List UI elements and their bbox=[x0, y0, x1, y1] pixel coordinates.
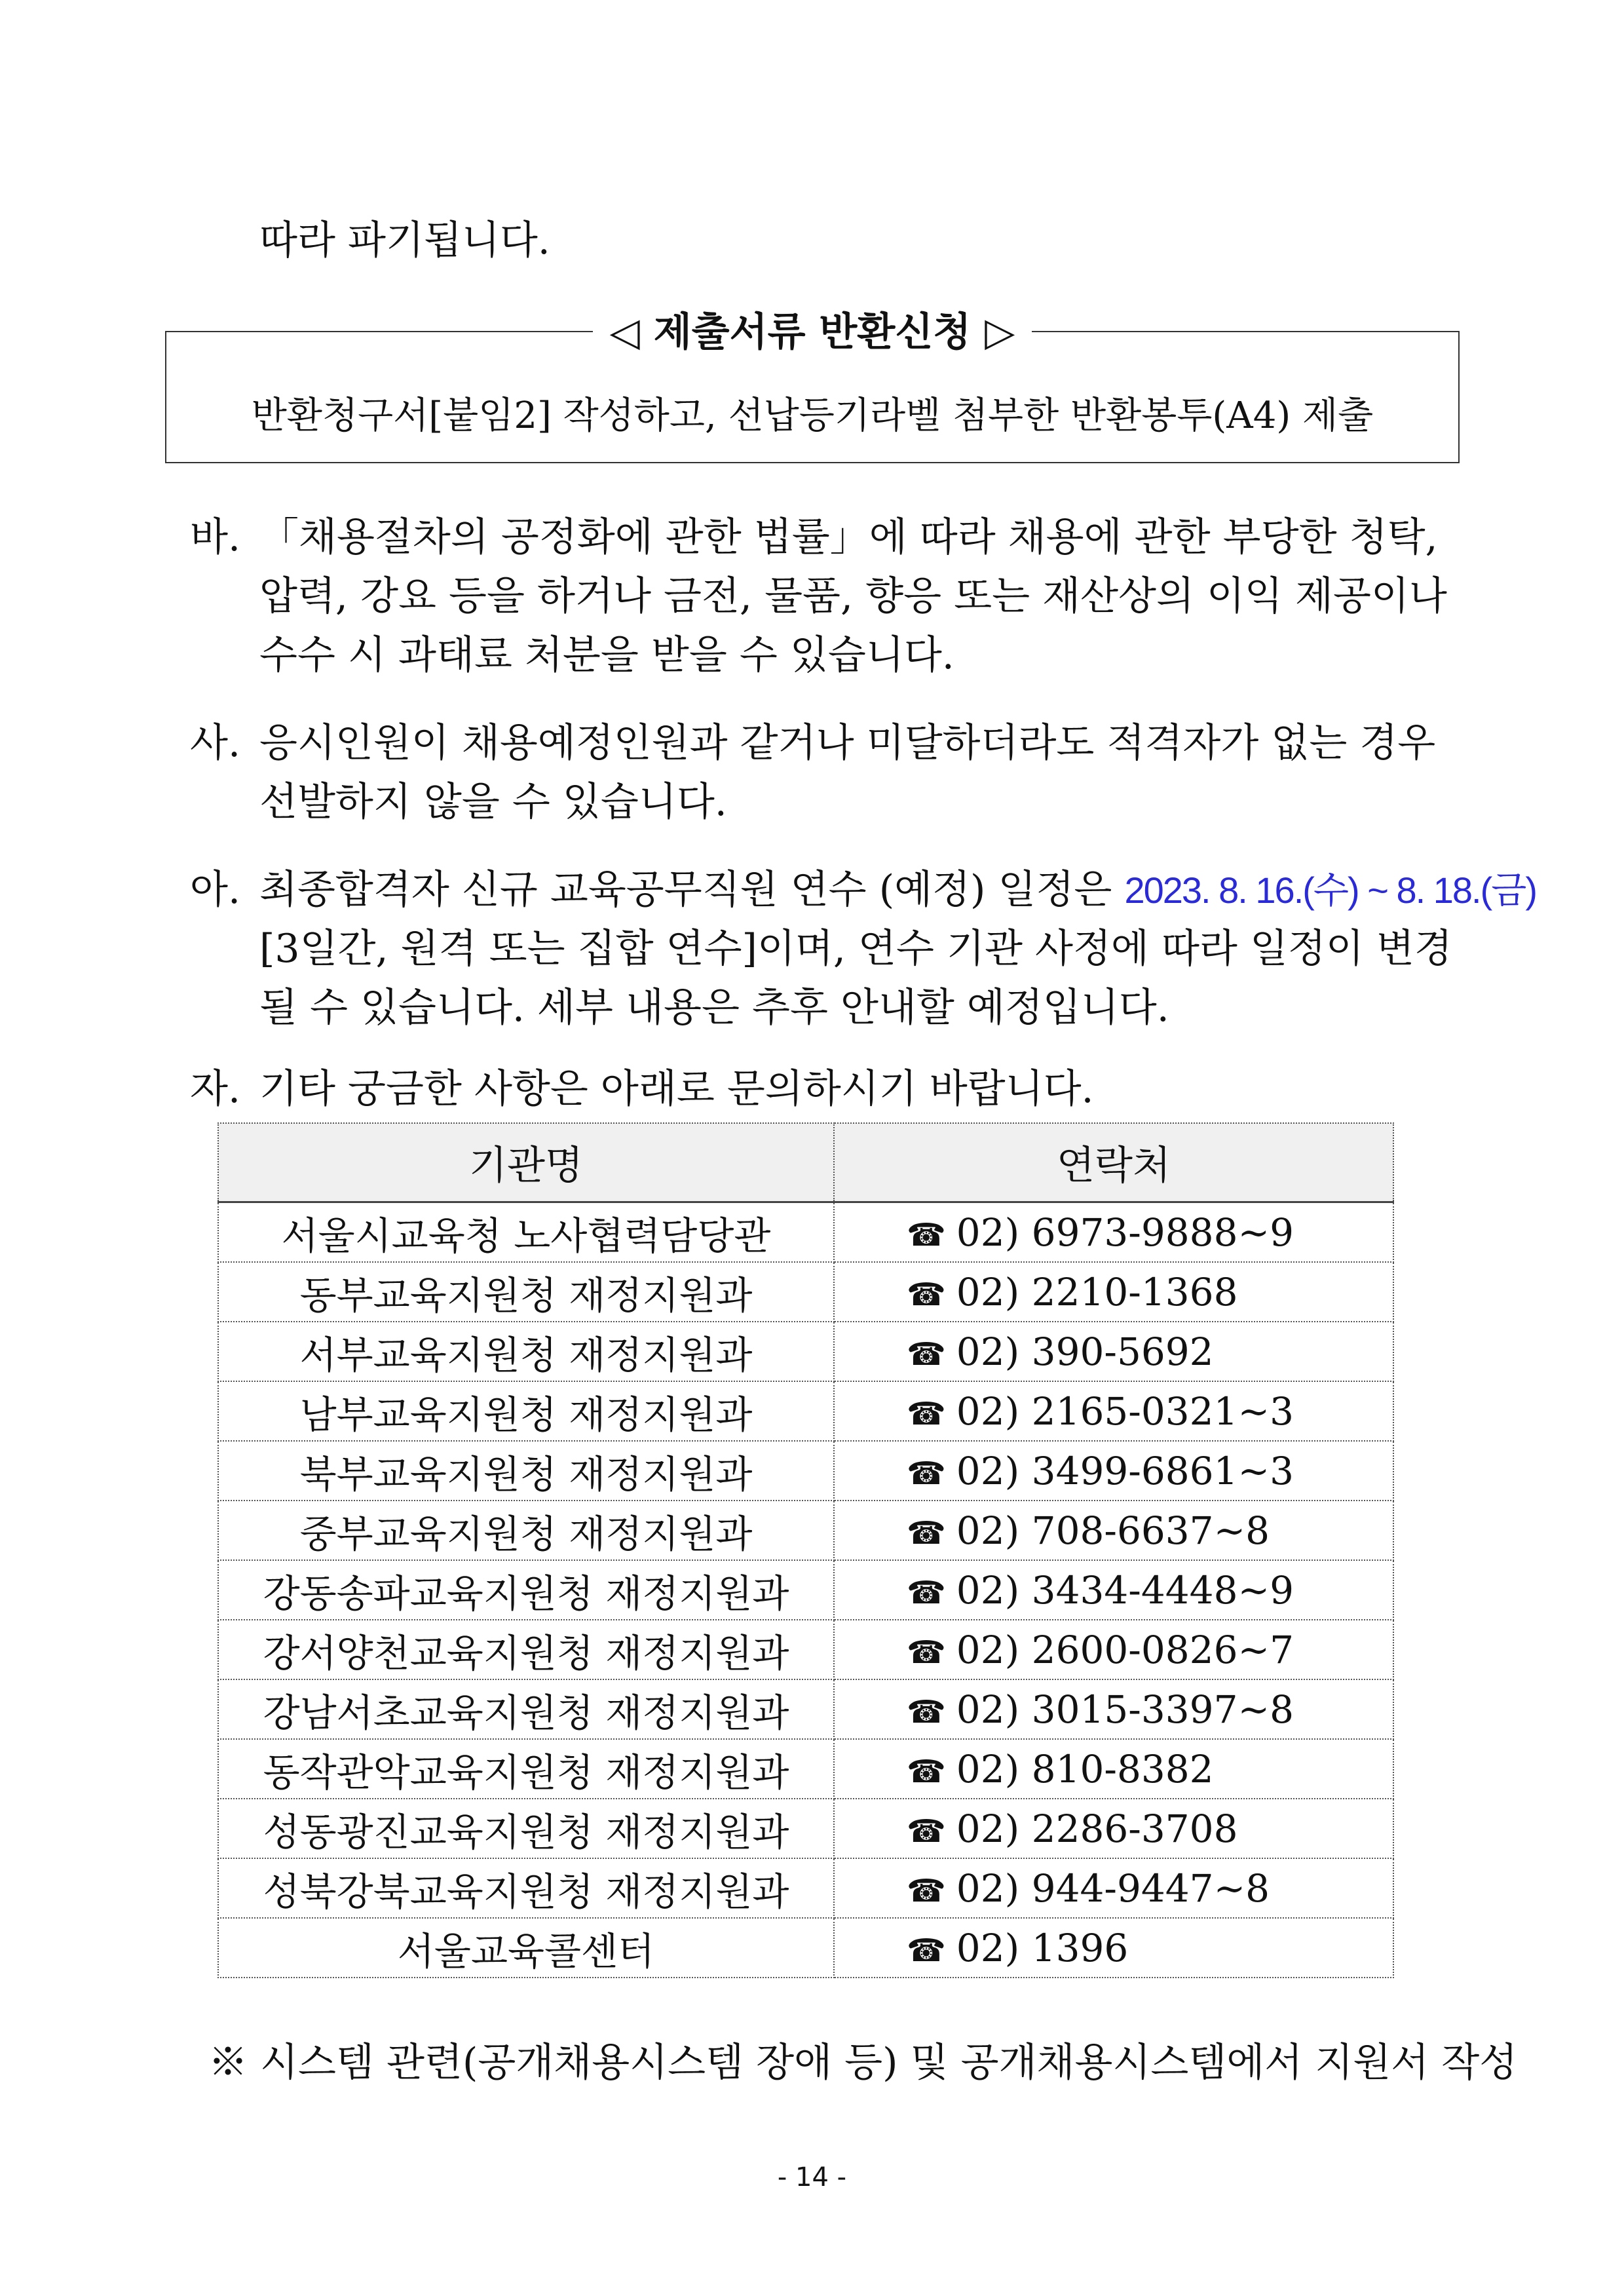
header-org: 기관명 bbox=[218, 1123, 834, 1202]
item-marker-a: 아. bbox=[190, 867, 241, 913]
return-box-body: 반환청구서[붙임2] 작성하고, 선납등기라벨 첨부한 반환봉투(A4) 제출 bbox=[251, 394, 1374, 437]
footnote: ※ 시스템 관련(공개채용시스템 장애 등) 및 공개채용시스템에서 지원서 작성 bbox=[208, 2040, 1518, 2086]
phone-icon: ☎ bbox=[907, 1455, 946, 1492]
phone-icon: ☎ bbox=[907, 1395, 946, 1432]
table-row bbox=[218, 1799, 1393, 1858]
table-row bbox=[218, 1381, 1393, 1441]
phone-number: 02) 390-5692 bbox=[956, 1329, 1214, 1374]
paragraph-tail: 따라 파기됩니다. bbox=[259, 218, 550, 263]
item-ba-line2: 압력, 강요 등을 하거나 금전, 물품, 향응 또는 재산상의 이익 제공이나 bbox=[259, 573, 1447, 619]
org-name-cell: 서울교육콜센터 bbox=[218, 1918, 834, 1978]
org-name-cell: 성북강북교육지원청 재정지원과 bbox=[218, 1858, 834, 1918]
item-ba-line3: 수수 시 과태료 처분을 받을 수 있습니다. bbox=[259, 632, 954, 678]
item-marker-ja: 자. bbox=[190, 1066, 241, 1112]
phone-icon: ☎ bbox=[907, 1276, 946, 1313]
phone-cell bbox=[834, 1620, 1393, 1679]
phone-cell bbox=[834, 1918, 1393, 1978]
table-row bbox=[218, 1441, 1393, 1501]
return-request-box bbox=[165, 309, 1460, 463]
table-row bbox=[218, 1679, 1393, 1739]
phone-cell bbox=[834, 1858, 1393, 1918]
phone-icon: ☎ bbox=[907, 1514, 946, 1552]
phone-cell bbox=[834, 1679, 1393, 1739]
phone-cell bbox=[834, 1501, 1393, 1560]
phone-cell bbox=[834, 1322, 1393, 1381]
table-row bbox=[218, 1918, 1393, 1978]
phone-cell bbox=[834, 1441, 1393, 1501]
org-name-cell: 중부교육지원청 재정지원과 bbox=[218, 1501, 834, 1560]
phone-cell bbox=[834, 1739, 1393, 1799]
table-row bbox=[218, 1501, 1393, 1560]
table-row bbox=[218, 1560, 1393, 1620]
org-name-cell: 성동광진교육지원청 재정지원과 bbox=[218, 1799, 834, 1858]
phone-icon: ☎ bbox=[907, 1812, 946, 1850]
item-a-line3: 될 수 있습니다. 세부 내용은 추후 안내할 예정입니다. bbox=[259, 985, 1169, 1031]
return-box-title: ◁ 제출서류 반환신청 ▷ bbox=[166, 305, 1458, 360]
org-name-cell: 남부교육지원청 재정지원과 bbox=[218, 1381, 834, 1441]
phone-icon: ☎ bbox=[907, 1872, 946, 1909]
page-number: - 14 - bbox=[777, 2162, 847, 2192]
item-a-line2: [3일간, 원격 또는 집합 연수]이며, 연수 기관 사정에 따라 일정이 변경 bbox=[259, 926, 1452, 972]
phone-number: 02) 2165-0321~3 bbox=[956, 1388, 1294, 1434]
phone-number: 02) 708-6637~8 bbox=[956, 1508, 1270, 1553]
phone-number: 02) 2600-0826~7 bbox=[956, 1627, 1294, 1672]
item-sa-line2: 선발하지 않을 수 있습니다. bbox=[259, 779, 727, 825]
phone-number: 02) 6973-9888~9 bbox=[956, 1210, 1294, 1255]
org-name-cell: 동부교육지원청 재정지원과 bbox=[218, 1262, 834, 1322]
org-name-cell: 서울시교육청 노사협력담당관 bbox=[218, 1202, 834, 1263]
phone-icon: ☎ bbox=[907, 1634, 946, 1671]
phone-cell bbox=[834, 1202, 1393, 1263]
table-row bbox=[218, 1202, 1393, 1263]
phone-icon: ☎ bbox=[907, 1932, 946, 1969]
table-row bbox=[218, 1620, 1393, 1679]
phone-cell bbox=[834, 1381, 1393, 1441]
item-ja-line1: 기타 궁금한 사항은 아래로 문의하시기 바랍니다. bbox=[259, 1066, 1094, 1112]
phone-number: 02) 3499-6861~3 bbox=[956, 1448, 1294, 1493]
table-header-row bbox=[218, 1123, 1393, 1202]
contact-table bbox=[217, 1122, 1394, 1978]
org-name-cell: 강남서초교육지원청 재정지원과 bbox=[218, 1679, 834, 1739]
phone-number: 02) 810-8382 bbox=[956, 1746, 1214, 1791]
table-row bbox=[218, 1322, 1393, 1381]
phone-number: 02) 3015-3397~8 bbox=[956, 1687, 1294, 1732]
item-a-line1: 최종합격자 신규 교육공무직원 연수 (예정) 일정은 2023. 8. 16.(수) ~ 8. 18.(금) bbox=[259, 867, 1536, 913]
phone-number: 02) 1396 bbox=[956, 1925, 1129, 1970]
org-name-cell: 동작관악교육지원청 재정지원과 bbox=[218, 1739, 834, 1799]
phone-number: 02) 2210-1368 bbox=[956, 1269, 1238, 1314]
org-name-cell: 강동송파교육지원청 재정지원과 bbox=[218, 1560, 834, 1620]
phone-number: 02) 3434-4448~9 bbox=[956, 1567, 1294, 1613]
phone-icon: ☎ bbox=[907, 1335, 946, 1373]
table-row bbox=[218, 1739, 1393, 1799]
phone-number: 02) 2286-3708 bbox=[956, 1806, 1238, 1851]
item-marker-ba: 바. bbox=[190, 514, 241, 560]
phone-number: 02) 944-9447~8 bbox=[956, 1866, 1270, 1911]
item-sa-line1: 응시인원이 채용예정인원과 같거나 미달하더라도 적격자가 없는 경우 bbox=[259, 720, 1436, 766]
phone-icon: ☎ bbox=[907, 1753, 946, 1790]
phone-icon: ☎ bbox=[907, 1693, 946, 1731]
phone-icon: ☎ bbox=[907, 1216, 946, 1253]
table-row bbox=[218, 1858, 1393, 1918]
header-contact: 연락처 bbox=[834, 1123, 1393, 1202]
org-name-cell: 강서양천교육지원청 재정지원과 bbox=[218, 1620, 834, 1679]
org-name-cell: 북부교육지원청 재정지원과 bbox=[218, 1441, 834, 1501]
item-marker-sa: 사. bbox=[190, 720, 241, 766]
phone-cell bbox=[834, 1799, 1393, 1858]
item-ba-line1: 「채용절차의 공정화에 관한 법률」에 따라 채용에 관한 부당한 청탁, bbox=[259, 514, 1438, 560]
table-row bbox=[218, 1262, 1393, 1322]
phone-cell bbox=[834, 1560, 1393, 1620]
org-name-cell: 서부교육지원청 재정지원과 bbox=[218, 1322, 834, 1381]
phone-cell bbox=[834, 1262, 1393, 1322]
training-date-highlight: 2023. 8. 16.(수) ~ 8. 18.(금) bbox=[1124, 870, 1536, 911]
phone-icon: ☎ bbox=[907, 1574, 946, 1611]
